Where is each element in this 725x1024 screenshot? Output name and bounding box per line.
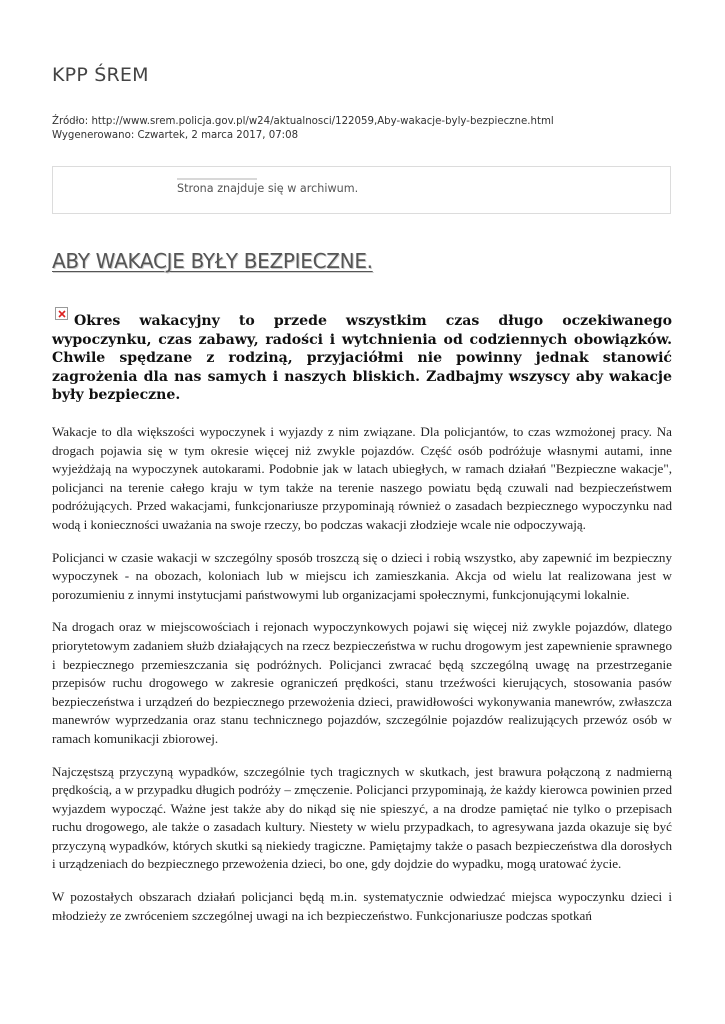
article-lead: Okres wakacyjny to przede wszystkim czas długo oczekiwanego wypoczynku, czas zabawy, radości i wytchnienia od codziennych obowiązków. Chwile spędzane z rodziną, przyjaciółmi nie powinny jednak stanowić zagrożenia dla nas samych i naszych bliskich. Zadbajmy wszyscy aby wakacje były bezpieczne. xyxy=(52,313,672,403)
archive-divider xyxy=(177,178,257,180)
article-body xyxy=(52,423,672,939)
article-paragraph: W pozostałych obszarach działań policjanci będą m.in. systematycznie odwiedzać miejsca wypoczynku dzieci i młodzieży ze zwróceniem szczególnej uwagi na ich bezpieczeństwo. Funkcjonariusze podczas spotkań xyxy=(52,889,672,923)
article-paragraph: Na drogach oraz w miejscowościach i rejonach wypoczynkowych pojawi się więcej niż zwykle pojazdów, dlatego priorytetowym zadaniem służb działających na rzecz bezpieczeństwa w ruchu drogowym jest zapewnienie sprawnego i bezpiecznego przemieszczania się podróżnych. Policjanci zwracać będą szczególną uwagę na przestrzeganie przepisów ruchu drogowego w zakresie ograniczeń prędkości, stanu trzeźwości kierujących, stosowania pasów bezpieczeństwa i urządzeń do bezpiecznego przewożenia dzieci, prawidłowości wykonywania manewrów, zwłaszcza manewrów wyprzedzania oraz stanu technicznego pojazdów, szczególnie pojazdów realizujących przewóz osób w ramach komunikacji zbiorowej. xyxy=(52,619,672,746)
article-paragraph: Wakacje to dla większości wypoczynek i wyjazdy z nim związane. Dla policjantów, to czas wzmożonej pracy. Na drogach pojawia się w tym okresie więcej niż zwykle pojazdów. Część osób podróżuje własnymi autami, inne wyjeżdżają na wypoczynek autokarami. Podobnie jak w latach ubiegłych, w ramach działań "Bezpieczne wakacje", policjanci na terenie całego kraju w tym także na terenie naszego powiatu będą czuwali nad bezpieczeństwem podróżujących. Przed wakacjami, funkcjonariusze przypominają również o zasadach bezpiecznego wypoczynku nad wodą i konieczności uważania na swoje rzeczy, bo podczas wakacji złodzieje wcale nie odpoczywają. xyxy=(52,424,672,532)
generated-date: Wygenerowano: Czwartek, 2 marca 2017, 07:08 xyxy=(52,130,299,141)
article-title[interactable]: ABY WAKACJE BYŁY BEZPIECZNE. xyxy=(52,249,373,273)
archive-notice: Strona znajduje się w archiwum. xyxy=(177,182,359,195)
article-paragraph: Policjanci w czasie wakacji w szczególny sposób troszczą się o dzieci i robią wszystko, aby zapewnić im bezpieczny wypoczynek - na obozach, koloniach lub w miejscu ich zamieszkania. Akcja od wielu lat realizowana jest w porozumieniu z innymi instytucjami państwowymi lub organizacjami społecznymi, funkcjonującymi lokalnie. xyxy=(52,549,672,602)
archive-notice-box xyxy=(52,166,671,214)
article-paragraph: Najczęstszą przyczyną wypadków, szczególnie tych tragicznych w skutkach, jest brawura połączoną z nadmierną prędkością, a w przypadku długich podróży – zmęczenie. Policjanci przypominają, że każdy kierowca powinien przed wyjazdem wypocząć. Ważne jest także aby do nikąd się nie spieszyć, a na drodze pamiętać nie tylko o przepisach ruchu drogowego, ale także o zasadach kultury. Niestety w wielu przypadkach, to agresywana jazda okazuje się być przyczyną wypadków, których skutki są niekiedy tragiczne. Pamiętajmy także o pasach bezpieczeństwa dla dorosłych i urządzeniach do bezpiecznego przewożenia dzieci, bo one, gdy dojdzie do wypadku, mogą uratować życie. xyxy=(52,763,672,872)
print-meta xyxy=(52,115,554,143)
site-title: KPP ŚREM xyxy=(52,64,149,86)
source-url: Źródło: http://www.srem.policja.gov.pl/w24/aktualnosci/122059,Aby-wakacje-byly-bezpieczne.html xyxy=(52,116,554,127)
